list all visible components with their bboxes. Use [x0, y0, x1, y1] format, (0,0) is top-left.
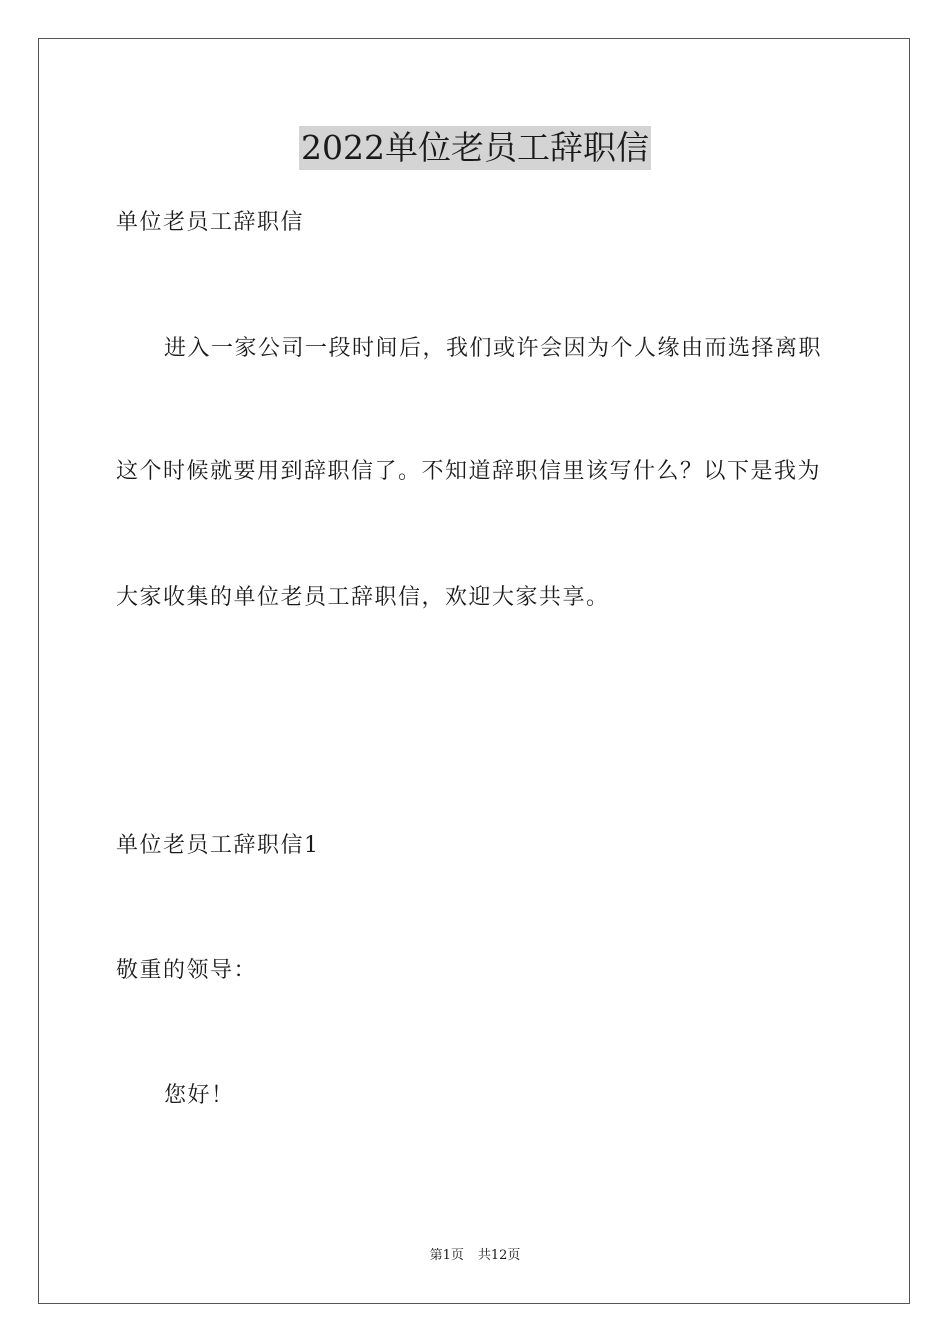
intro-line-1: 进入一家公司一段时间后，我们或许会因为个人缘由而选择离职: [164, 336, 823, 361]
page-number-total: 共12页: [477, 1248, 521, 1263]
page-footer: [0, 1247, 950, 1265]
document-subtitle: 单位老员工辞职信: [116, 210, 305, 235]
intro-line-2: 这个时候就要用到辞职信了。不知道辞职信里该写什么？以下是我为: [116, 459, 822, 484]
intro-line-3: 大家收集的单位老员工辞职信，欢迎大家共享。: [116, 585, 610, 610]
greeting: 您好！: [164, 1083, 235, 1108]
page-number-current: 第1页: [429, 1248, 464, 1263]
salutation: 敬重的领导：: [116, 958, 258, 983]
document-title: 2022单位老员工辞职信: [299, 126, 651, 170]
section-heading: 单位老员工辞职信1: [116, 833, 320, 858]
title-container: [0, 126, 950, 170]
